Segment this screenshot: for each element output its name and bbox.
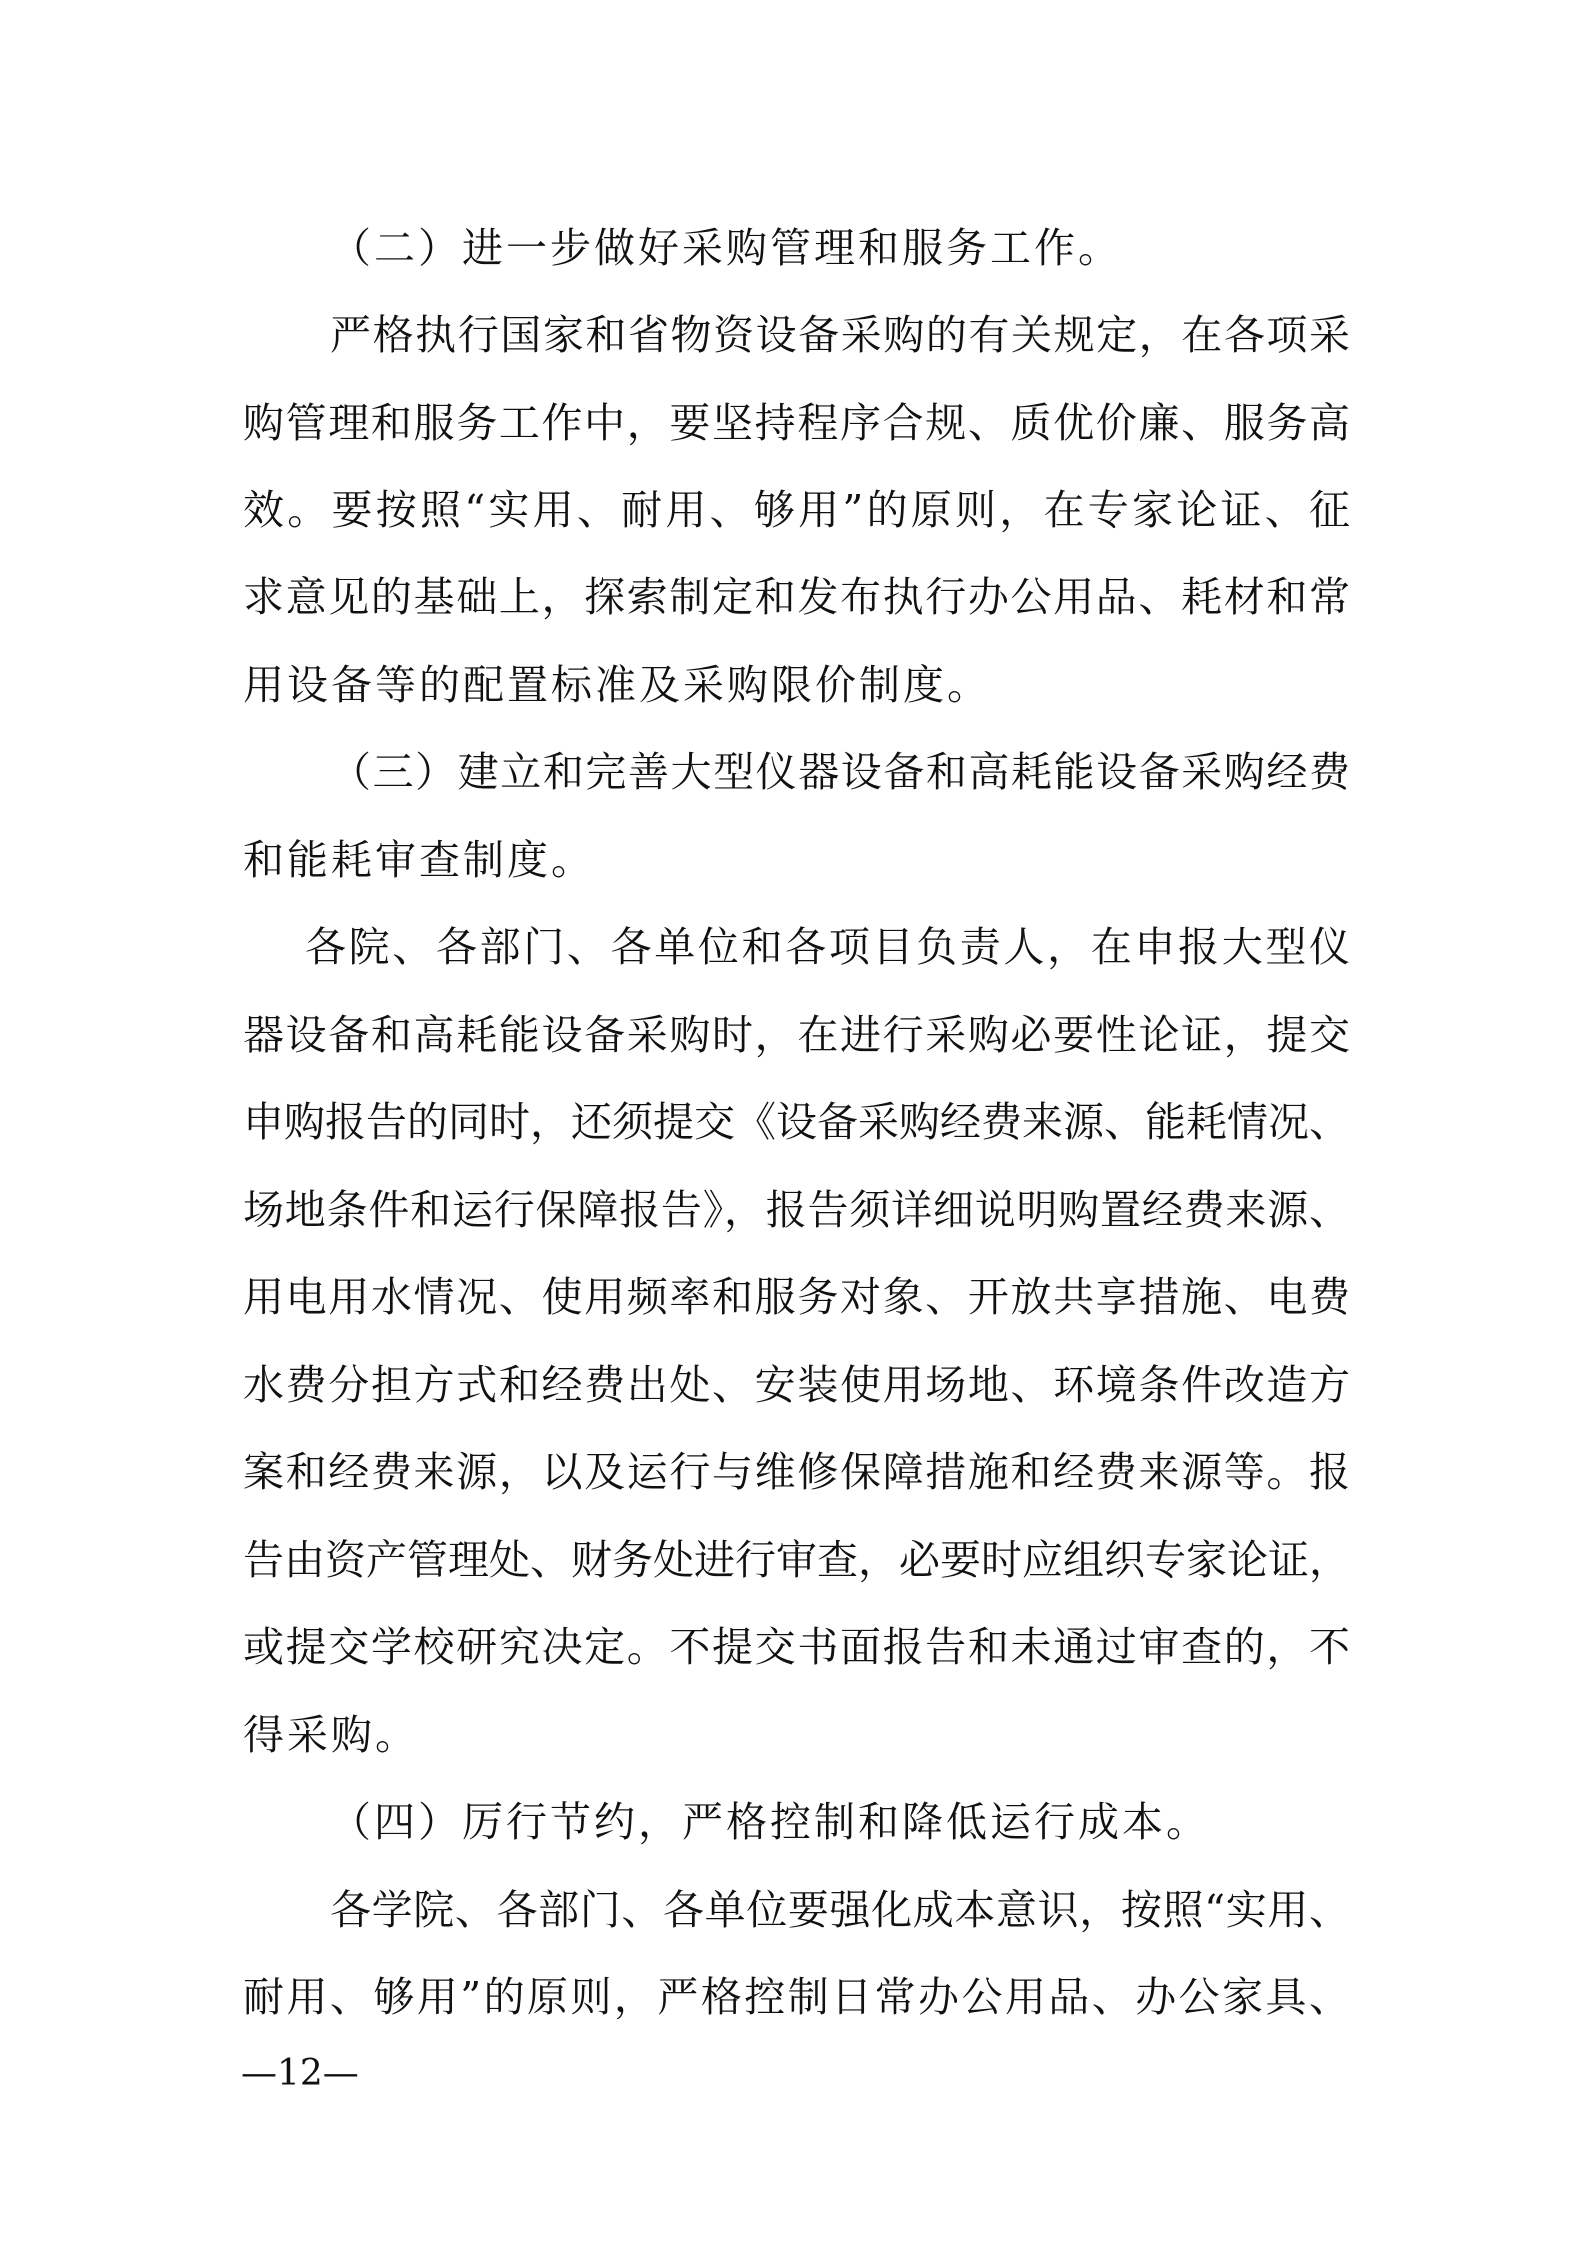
paragraph-line: 购管理和服务工作中，要坚持程序合规、质优价廉、服务高 [243, 399, 1350, 447]
paragraph-line: 各院、各部门、各单位和各项目负责人，在申报大型仪 [305, 923, 1350, 971]
heading-section-3-cont: 和能耗审查制度。 [243, 836, 595, 884]
paragraph-line: 或提交学校研究决定。不提交书面报告和未通过审查的，不 [243, 1623, 1350, 1671]
paragraph-line: 严格执行国家和省物资设备采购的有关规定，在各项采 [330, 311, 1350, 359]
paragraph-line: 用电用水情况、使用频率和服务对象、开放共享措施、电费 [243, 1273, 1350, 1321]
paragraph-line: 求意见的基础上，探索制定和发布执行办公用品、耗材和常 [243, 573, 1350, 621]
paragraph-line: 场地条件和运行保障报告》，报告须详细说明购置经费来源、 [243, 1186, 1350, 1234]
paragraph-line: 案和经费来源，以及运行与维修保障措施和经费来源等。报 [243, 1448, 1350, 1496]
paragraph-line: 效。要按照“实用、耐用、够用”的原则，在专家论证、征 [243, 486, 1350, 534]
paragraph-line: 告由资产管理处、财务处进行审查，必要时应组织专家论证， [243, 1536, 1350, 1584]
paragraph-line: 用设备等的配置标准及采购限价制度。 [243, 661, 991, 709]
paragraph-line: 耐用、够用”的原则，严格控制日常办公用品、办公家具、 [243, 1973, 1350, 2021]
heading-section-4: （四）厉行节约，严格控制和降低运行成本。 [330, 1798, 1210, 1846]
paragraph-line: 器设备和高耗能设备采购时，在进行采购必要性论证，提交 [243, 1011, 1350, 1059]
paragraph-line: 申购报告的同时，还须提交《设备采购经费来源、能耗情况、 [243, 1098, 1350, 1146]
paragraph-line: 水费分担方式和经费出处、安装使用场地、环境条件改造方 [243, 1361, 1350, 1409]
heading-section-3: （三）建立和完善大型仪器设备和高耗能设备采购经费 [330, 748, 1350, 796]
paragraph-line: 得采购。 [243, 1711, 419, 1759]
page-number: —12— [241, 2053, 359, 2094]
paragraph-line: 各学院、各部门、各单位要强化成本意识，按照“实用、 [330, 1886, 1350, 1934]
heading-section-2: （二）进一步做好采购管理和服务工作。 [330, 224, 1122, 272]
